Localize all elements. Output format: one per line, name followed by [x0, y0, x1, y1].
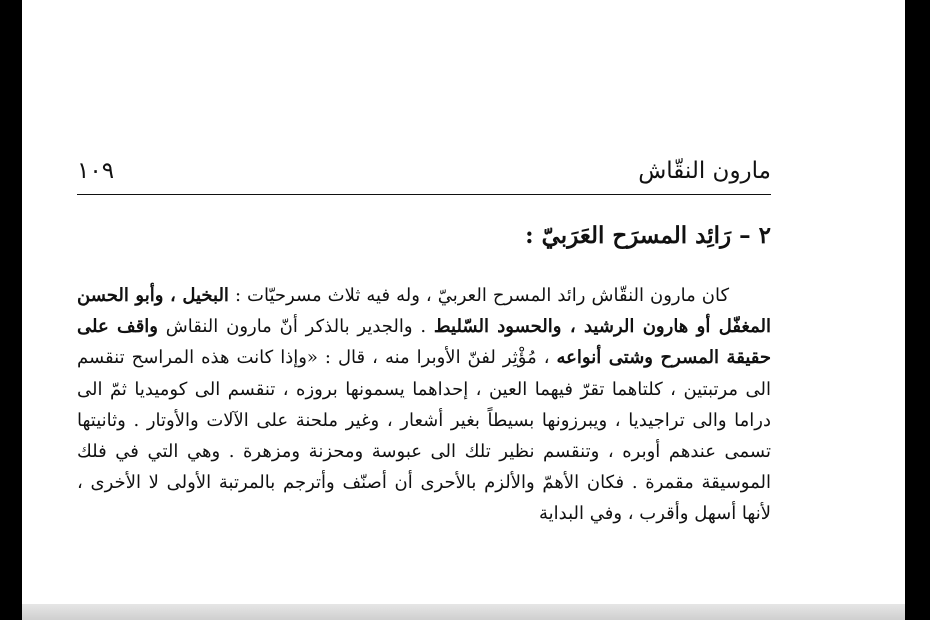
- body-paragraph: [77, 280, 771, 530]
- text-run: ، مُؤْثِر لفنّ الأوبرا منه ، قال : «وإذا كانت هذه المراسح تنقسم الى مرتبتين ، كلتاهما تقرّ فيهما العين ، إحداهما يسمونها بروزه ، تنقسم الى كوميديا ثمّ الى دراما والى تراجيديا ، ويبرزونها بسيطاً بغير أشعار ، وغير ملحنة على الآلات والأوتار . وثانيتها تسمى عندهم أوبره ، وتنقسم نظير تلك الى عبوسة ومحزنة ومزهرة . وهي التي في فلك الموسيقة مقمرة . فكان الأهمّ والألزم بالأحرى أن أصنّف وأترجم بالمرتبة الأولى لا الأخرى ، لأنها أسهل وأقرب ، وفي البداية: [77, 347, 771, 525]
- body-text: [77, 280, 771, 530]
- bold-phrase: واقف على حقيقة المسرح وشتى أنواعه: [77, 316, 771, 369]
- text-run: . والجدير بالذكر أنّ مارون النقاش: [158, 316, 434, 338]
- document-page: [22, 0, 905, 620]
- bottom-scroll-strip: [22, 604, 905, 620]
- text-run: كان مارون النقّاش رائد المسرح العربيّ ، وله فيه ثلاث مسرحيّات :: [228, 285, 730, 306]
- left-black-border: [0, 0, 22, 620]
- running-title: مارون النقّاش: [638, 158, 771, 184]
- section-heading: ٢ – رَائِد المسرَح العَرَبيّ :: [525, 222, 771, 249]
- page-number: ١٠٩: [77, 158, 115, 184]
- right-black-border: [905, 0, 930, 620]
- page-header: [77, 150, 771, 195]
- bold-plays-list: البخيل ، وأبو الحسن المغفّل أو هارون الرشيد ، والحسود السّليط: [77, 285, 771, 338]
